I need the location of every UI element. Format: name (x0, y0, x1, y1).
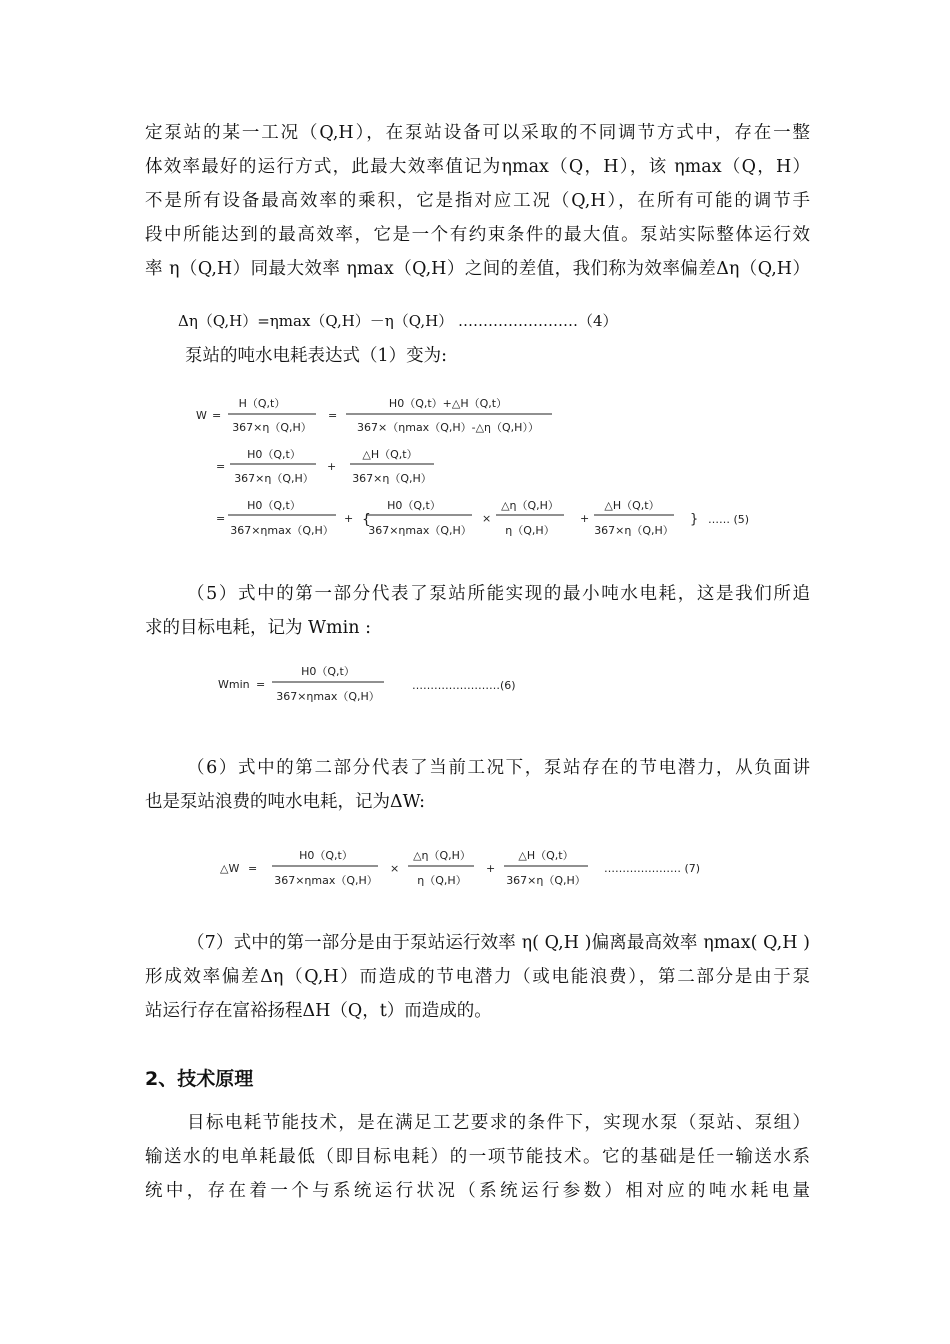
eq5-den1: 367×η（Q,H） (232, 421, 312, 434)
eq5-den5: 367×ηmax（Q,H） (230, 524, 334, 537)
eq5-plus2: + (344, 512, 354, 525)
text-line: 段中所能达到的最高效率，它是一个有约束条件的最大值。泵站实际整体运行效 (145, 225, 810, 245)
eq5-plus1: + (327, 460, 337, 473)
paragraph-wmin (145, 577, 810, 645)
eq7-lhs: △W (220, 862, 240, 875)
equation-6 (212, 658, 552, 708)
eq5-num6: H0（Q,t） (387, 499, 441, 512)
eq7-plus: + (486, 862, 496, 875)
eq7-times: × (390, 862, 400, 875)
eq5-den7: η（Q,H） (505, 524, 555, 537)
text-line: （5）式中的第一部分代表了泵站所能实现的最小吨水电耗，这是我们所追 (187, 584, 810, 604)
eq5-num2: H0（Q,t）+△H（Q,t） (388, 397, 508, 410)
eq7-eq: = (248, 862, 258, 875)
text-line: 率 η（Q,H）同最大效率 ηmax（Q,H）之间的差值，我们称为效率偏差Δη（Q,H） (145, 259, 810, 279)
text-line: 不是所有设备最高效率的乘积，它是指对应工况（Q,H），在所有可能的调节手 (145, 191, 810, 211)
eq5-den4: 367×η（Q,H） (352, 472, 432, 485)
eq5-num1: H（Q,t） (238, 397, 286, 410)
eq5-den2: 367×（ηmax（Q,H）-△η（Q,H）） (357, 421, 539, 434)
equation-7 (212, 842, 732, 892)
text-line: 输送水的电单耗最低（即目标电耗）的一项节能技术。它的基础是任一输送水系 (145, 1147, 810, 1167)
equation-4: Δη（Q,H）=ηmax（Q,H）－η（Q,H） ……………………（4） (178, 312, 618, 330)
text-line: 形成效率偏差Δη（Q,H）而造成的节电潜力（或电能浪费），第二部分是由于泵 (145, 967, 810, 987)
text-line: 体效率最好的运行方式，此最大效率值记为ηmax（Q，H），该 ηmax（Q，H） (145, 157, 810, 177)
eq6-num: H0（Q,t） (301, 665, 355, 678)
eq7-num1: H0（Q,t） (299, 849, 353, 862)
eq5-times: × (482, 512, 492, 525)
eq6-den: 367×ηmax（Q,H） (276, 690, 380, 703)
text-line: （6）式中的第二部分代表了当前工况下，泵站存在的节电潜力，从负面讲 (187, 758, 810, 778)
eq7-den2: η（Q,H） (417, 874, 467, 887)
eq5-tag: …… (5) (708, 513, 750, 526)
eq5-num8: △H（Q,t） (604, 499, 660, 512)
eq5-num7: △η（Q,H） (501, 499, 559, 512)
equation-5 (190, 390, 780, 550)
eq6-lhs: Wmin (218, 678, 250, 691)
paragraph-eq7-explanation (145, 926, 810, 1028)
eq5-brace-close: } (690, 512, 699, 527)
eq5-brace-open: { (362, 512, 371, 528)
eq5-num3: H0（Q,t） (247, 448, 301, 461)
text-line: 也是泵站浪费的吨水电耗，记为ΔW: (145, 792, 425, 812)
paragraph-efficiency-definition (145, 116, 810, 286)
text-line: 求的目标电耗，记为 Wmin : (145, 618, 371, 638)
eq5-num4: △H（Q,t） (362, 448, 418, 461)
eq7-den1: 367×ηmax（Q,H） (274, 874, 378, 887)
eq7-tag: ………………… (7) (604, 862, 701, 875)
text-line: 目标电耗节能技术，是在满足工艺要求的条件下，实现水泵（泵站、泵组） (187, 1113, 810, 1133)
paragraph-technical-principle (145, 1106, 810, 1208)
text-line: 站运行存在富裕扬程ΔH（Q，t）而造成的。 (145, 1001, 492, 1021)
eq5-num5: H0（Q,t） (247, 499, 301, 512)
eq5-den3: 367×η（Q,H） (234, 472, 314, 485)
eq5-eq4: = (216, 512, 226, 525)
paragraph-delta-w (145, 751, 810, 819)
eq7-den3: 367×η（Q,H） (506, 874, 586, 887)
section-heading: 2、技术原理 (145, 1068, 254, 1090)
eq6-tag: ……………………(6) (412, 679, 516, 692)
eq7-num2: △η（Q,H） (413, 849, 471, 862)
equation-5-intro: 泵站的吨水电耗表达式（1）变为: (185, 346, 448, 366)
eq5-eq2: = (328, 409, 338, 422)
eq5-lhs: W (196, 409, 207, 422)
text-line: 统中，存在着一个与系统运行状况（系统运行参数）相对应的吨水耗电量 (145, 1181, 810, 1201)
text-line: 定泵站的某一工况（Q,H），在泵站设备可以采取的不同调节方式中，存在一整 (145, 123, 810, 143)
eq7-num3: △H（Q,t） (518, 849, 574, 862)
eq5-eq1: = (212, 409, 222, 422)
text-line: （7）式中的第一部分是由于泵站运行效率 η( Q,H )偏离最高效率 ηmax( Q,H ) (187, 933, 810, 953)
eq6-eq: = (256, 678, 266, 691)
eq5-plus3: + (580, 512, 590, 525)
eq5-den8: 367×η（Q,H） (594, 524, 674, 537)
eq5-eq3: = (216, 460, 226, 473)
eq5-den6: 367×ηmax（Q,H） (368, 524, 472, 537)
